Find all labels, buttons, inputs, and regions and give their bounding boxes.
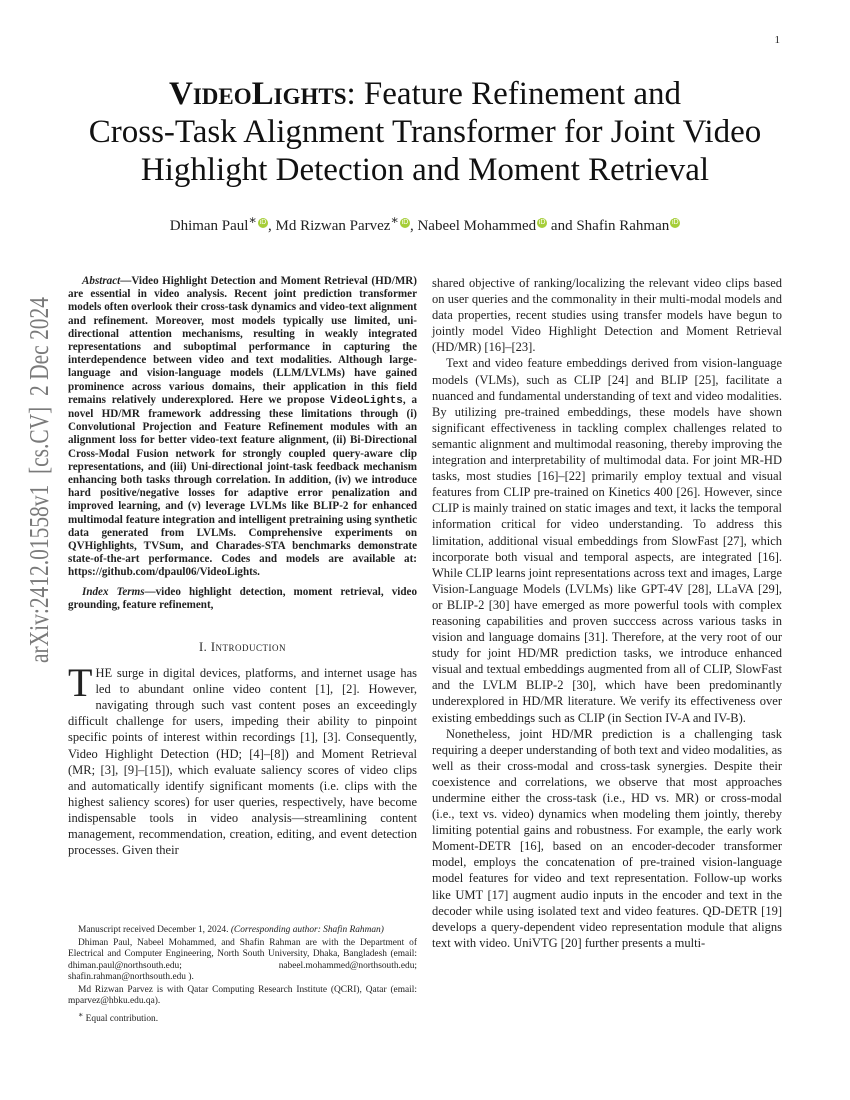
right-paragraph-2: Text and video feature embeddings derived from vision-language models (VLMs), such as CLIP [24] and BLIP [25], facilitate a nuanced and fundamental understanding of text and video modalities. By utilizing pre-trained embeddings, these models have shown significant effectiveness in tackling complex challenges related to semantic alignment and multimodal reasoning, thereby improving the integration and interpretability of multimodal data. For joint MR-HD tasks, most studies [16]–[22] primarily employ textual and visual features from CLIP pre-trained on Kinetics 400 [26]. However, since CLIP is mainly trained on static images and text, it lacks the temporal information critical for video understanding. To address this limitation, additional visual embeddings from SlowFast [27], which incorporate both visual and temporal aspects, are integrated [16]. While CLIP learns joint representations across text and images, Large Vision-Language Models (LVLMs) like GPT-4V [28], LLaVA [29], or BLIP-2 [30] have emerged as more powerful tools with complex reasoning capabilities and proven succcess across various tasks in vision and language domains [31]. Therefore, at the very root of our study for joint HD/MR prediction tasks, we introduce enhanced visual and textual embeddings augmented from all of CLIP, SlowFast and the LVLM BLIP-2 [30], which have been predominantly underexplored in HD/MR literature. We verify its effectiveness over existing embeddings such as CLIP (in Section IV-A and IV-B). [432,356,782,725]
intro-paragraph-1: THE surge in digital devices, platforms, and internet usage has led to abundant online video content [1], [2]. However, navigating through such vast content poses an exceedingly difficult challenge for users, impeding their ability to pinpoint specific points of interest within recordings [1], [3]. Consequently, Video Highlight Detection (HD; [4]–[8]) and Moment Retrieval (MR; [3], [9]–[15]), which evaluate saliency scores of video clips and automatically identify significant moments (i.e. clips with the highest saliency scores) for user queries, respectively, have become indispensable tools in video analysis—streamlining content management, recommendation, creation, editing, and event detection processes. Given their [68,660,417,858]
author: Dhiman Paul∗ iD [169,213,267,234]
section-heading-introduction: I. Introduction [198,640,287,655]
system-name-mono: VideoLights [330,394,403,407]
left-column [68,275,417,858]
right-paragraph-1: shared objective of ranking/localizing the relevant video clips based on user queries and the commonality in their multi-modal models and data properties, recent studies using transfer models have begun to jointly model Video Highlight Detection and Moment Retrieval (HD/MR) [16]–[23]. [432,276,782,355]
right-column [432,275,782,951]
arxiv-stamp-text: arXiv:2412.01558v1 [cs.CV] 2 Dec 2024 [23,295,54,663]
footnotes [68,925,417,1026]
author-list: Dhiman Paul∗ iD , Md Rizwan Parvez∗ iD , Nabeel Mohammed iD and Shafin Rahman iD [169,213,679,234]
title-system-name: VideoLights [169,76,347,112]
title-line3: Highlight Detection and Moment Retrieval [140,152,710,188]
orcid-icon[interactable]: iD [401,219,409,226]
orcid-icon[interactable]: iD [538,219,546,226]
author: Nabeel Mohammed iD [417,218,546,234]
orcid-icon[interactable]: iD [259,219,267,226]
footnote-affiliation-2: Md Rizwan Parvez is with Qatar Computing Research Institute (QCRI), Qatar (email: mparvez@hbku.edu.qa). [68,984,417,1006]
title-line2: Cross-Task Alignment Transformer for Joint Video [88,114,762,150]
index-terms: Index Terms—video highlight detection, moment retrieval, video grounding, feature refinement, [68,585,417,611]
paper-title [60,75,790,189]
author: Md Rizwan Parvez∗ iD [275,213,409,234]
author: Shafin Rahman iD [576,218,679,234]
footnote-equal-contribution: ∗ Equal contribution. [78,1009,159,1024]
page-number: 1 [774,34,780,46]
right-paragraph-3: Nonetheless, joint HD/MR prediction is a challenging task requiring a deeper understanding of both text and video modalities, as well as their cross-modal and cross-task synergies. Despite their coexistence and correlations, we observe that most approaches undermine either the cross-task (i.e., HD vs. MR) or cross-modal (i.e., text vs. video) dynamics when modeling them jointly, thereby limiting potential gains and robustness. For example, the early work Moment-DETR [16], based on an encoder-decoder transformer model, employs the concatenation of pre-trained vision-language model features for video and text representation. Follow-up works like UMT [17] augment audio inputs in the encoder and text in the decoder while using isolated text and video features. QD-DETR [19] develops a query-dependent video representation module that aligns text with video. UniVTG [20] further presents a multi- [432,726,782,950]
abstract: Abstract—Video Highlight Detection and Moment Retrieval (HD/MR) are essential in video analysis. Recent joint prediction transformer models often overlook their cross-task dynamics and video-text alignment and refinement. Moreover, most models typically use limited, uni-directional attention mechanisms, resulting in weakly integrated representations and suboptimal performance in capturing the interdependence between video and text modalities. Although large-language and vision-language models (LLM/LVLMs) have gained prominence across various domains, their application in this field remains relatively underexplored. Here we propose VideoLights, a novel HD/MR framework addressing these limitations through (i) Convolutional Projection and Feature Refinement modules with an alignment loss for better video-text feature alignment, (ii) Bi-Directional Cross-Modal Fusion network for strongly coupled query-aware clip representations, and (iii) Uni-directional joint-task feedback mechanism enhancing both tasks through correlation. In addition, (iv) we introduce hard positive/negative losses for adaptive error penalization and improved learning, and (v) leverage LVLMs like BLIP-2 for enhanced multimodal feature integration and intelligent pretraining using synthetic data generated from LVLMs. Comprehensive experiments on QVHighlights, TVSum, and Charades-STA benchmarks demonstrate state-of-the-art performance. Codes and models are available at: https://github.com/dpaul06/VideoLights. [68,275,418,579]
orcid-icon[interactable]: iD [671,219,679,226]
drop-cap: T [68,660,93,706]
title-line1: : Feature Refinement and [346,76,681,112]
arxiv-identifier-stamp [10,295,60,665]
footnote-received: Manuscript received December 1, 2024. (Corresponding author: Shafin Rahman) [78,925,384,935]
footnote-affiliation-1: Dhiman Paul, Nabeel Mohammed, and Shafin Rahman are with the Department of Electrical and Computer Engineering, North South University, Dhaka, Bangladesh (email: dhiman.paul@northsouth.edu; nabeel.mohammed@northsouth.edu; shafin.rahman@northsouth.edu ). [68,937,417,982]
